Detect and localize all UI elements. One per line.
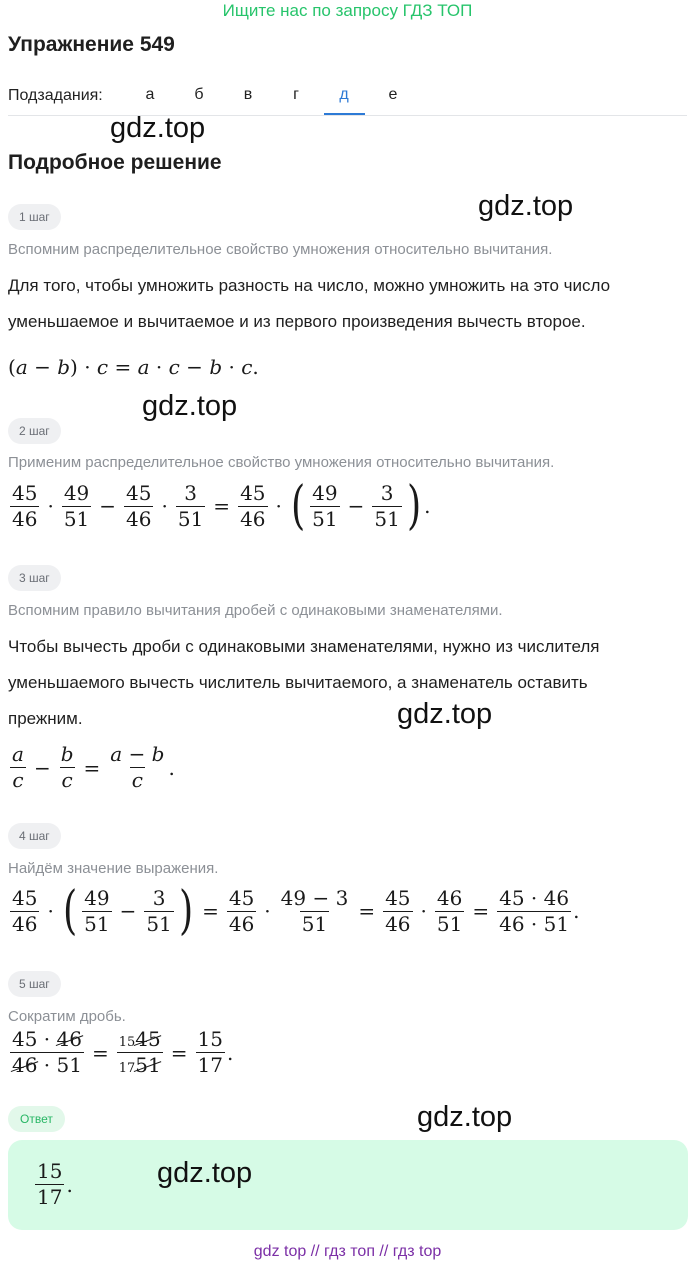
step-2-expression: $\frac{45}{46}$ · $\frac{49}{51}$ − $\frac{45}{46}$ · $\frac{3}{51}$ = $\frac{45}{46}$ · ( $\frac{49}{51}$ − $\frac{3}{51}$ ) . bbox=[12, 476, 431, 536]
step-3-text-line-1: Чтобы вычесть дроби с одинаковыми знаменателями, нужно из числителя bbox=[8, 637, 600, 656]
fraction-subtraction-rule: $\frac{a}{c}$ − $\frac{b}{c}$ = $\frac{a - b}{c}$ . bbox=[12, 742, 175, 792]
step-1-hint: Вспомним распределительное свойство умножения относительно вычитания. bbox=[8, 241, 553, 258]
step-3-hint: Вспомним правило вычитания дробей с одинаковыми знаменателями. bbox=[8, 602, 503, 619]
step-1-text-line-2: уменьшаемое и вычитаемое и из первого произведения вычесть второе. bbox=[8, 312, 586, 331]
step-3-badge: 3 шаг bbox=[8, 565, 61, 591]
watermark: gdz.top bbox=[478, 190, 574, 222]
watermark: gdz.top bbox=[110, 112, 206, 144]
section-title: Подробное решение bbox=[8, 151, 222, 174]
watermark: gdz.top bbox=[397, 698, 493, 730]
watermark: gdz.top bbox=[417, 1101, 513, 1133]
subtask-tab-g[interactable]: г bbox=[293, 86, 299, 103]
step-5-badge: 5 шаг bbox=[8, 971, 61, 997]
subtask-tab-d-active[interactable]: д bbox=[339, 86, 349, 103]
step-5-hint: Сократим дробь. bbox=[8, 1008, 126, 1025]
search-hint-banner: Ищите нас по запросу ГДЗ ТОП bbox=[222, 1, 473, 20]
page-title: Упражнение 549 bbox=[8, 33, 175, 56]
answer-value: $\frac{15}{17}$ . bbox=[37, 1159, 73, 1209]
subtask-tab-a[interactable]: а bbox=[145, 86, 155, 103]
step-2-badge: 2 шаг bbox=[8, 418, 61, 444]
step-2-hint: Применим распределительное свойство умножения относительно вычитания. bbox=[8, 454, 555, 471]
step-3-text-line-3: прежним. bbox=[8, 709, 83, 728]
step-5-reduction: $\frac{45 \cdot 46}{46 \cdot 51}$ = $\frac{1545}{1751}$ = $\frac{15}{17}$ . bbox=[12, 1027, 234, 1077]
subtask-tab-e[interactable]: е bbox=[388, 86, 398, 103]
step-1-badge: 1 шаг bbox=[8, 204, 61, 230]
distributive-formula: (a − b) · c = a · c − b · c. bbox=[8, 355, 259, 379]
subtask-tab-v[interactable]: в bbox=[243, 86, 253, 103]
answer-box bbox=[8, 1140, 688, 1230]
watermark: gdz.top bbox=[157, 1157, 253, 1189]
subtasks-label: Подзадания: bbox=[8, 87, 103, 104]
step-4-hint: Найдём значение выражения. bbox=[8, 860, 219, 877]
answer-badge: Ответ bbox=[8, 1106, 65, 1132]
watermark: gdz.top bbox=[142, 390, 238, 422]
footer-links[interactable]: gdz top // гдз топ // гдз top bbox=[253, 1243, 442, 1260]
step-3-text-line-2: уменьшаемого вычесть числитель вычитаемого, а знаменатель оставить bbox=[8, 673, 588, 692]
step-4-badge: 4 шаг bbox=[8, 823, 61, 849]
step-4-expression: $\frac{45}{46}$ · ( $\frac{49}{51}$ − $\frac{3}{51}$ ) = $\frac{45}{46}$ · $\frac{49 - 3}{51}$ = $\frac{45}{46}$ · $\frac{46}{51}$ = $\frac{45 \cdot 46}{46 \cdot 51}$ . bbox=[12, 881, 580, 941]
step-1-text-line-1: Для того, чтобы умножить разность на число, можно умножить на это число bbox=[8, 276, 611, 295]
subtask-tab-b[interactable]: б bbox=[194, 86, 204, 103]
